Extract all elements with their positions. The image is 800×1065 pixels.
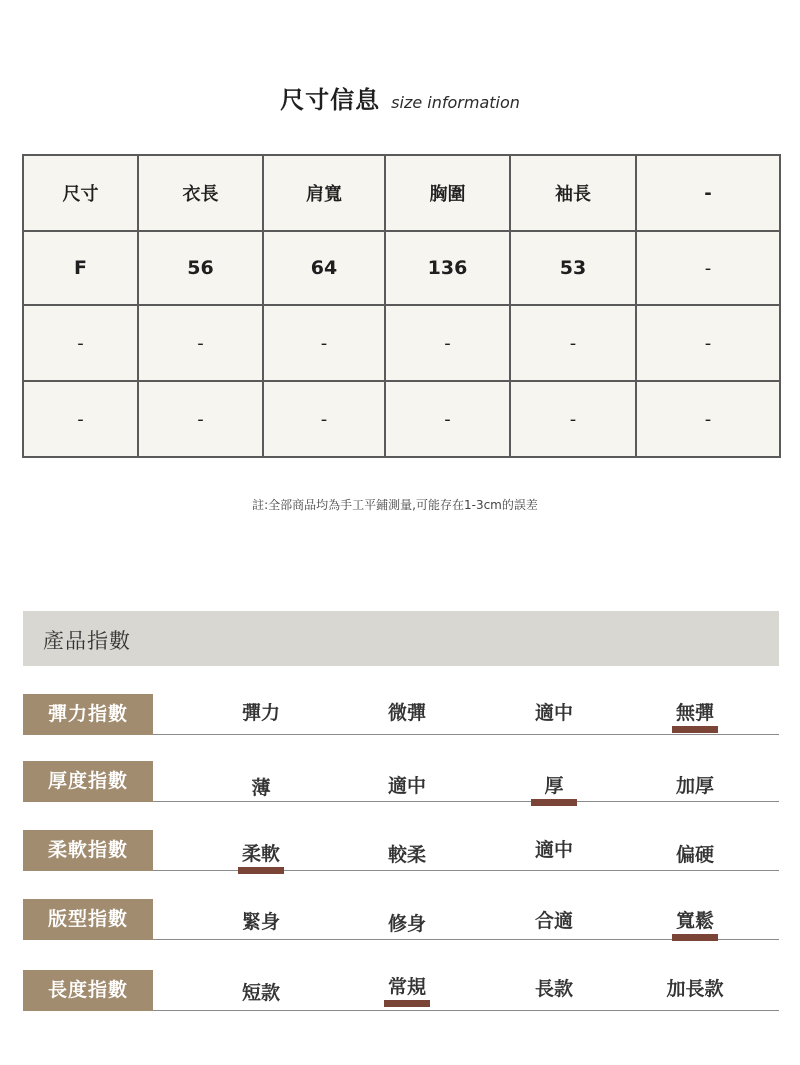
header-cell-size: 尺寸 xyxy=(23,155,138,231)
table-cell: - xyxy=(263,381,385,457)
header-cell-shoulder: 肩寬 xyxy=(263,155,385,231)
index-option xyxy=(504,974,604,1001)
index-row-fit xyxy=(23,899,779,940)
index-option-text: 無彈 xyxy=(675,702,714,724)
table-cell: - xyxy=(385,305,510,381)
index-row-elasticity xyxy=(23,694,779,735)
table-cell: - xyxy=(138,381,263,457)
table-row xyxy=(23,305,780,381)
index-option xyxy=(211,978,311,1005)
index-option-text: 合適 xyxy=(534,910,573,932)
index-option-text: 適中 xyxy=(387,775,426,797)
table-cell: - xyxy=(636,305,780,381)
table-cell: 56 xyxy=(138,231,263,305)
index-option-text: 薄 xyxy=(251,777,271,799)
index-row-length xyxy=(23,970,779,1011)
table-cell: - xyxy=(636,231,780,305)
index-option xyxy=(645,771,745,798)
table-row xyxy=(23,231,780,305)
size-table xyxy=(22,154,781,458)
index-option-text: 厚 xyxy=(544,775,564,797)
table-cell: 53 xyxy=(510,231,636,305)
table-row xyxy=(23,381,780,457)
index-option xyxy=(504,698,604,725)
index-option-text: 修身 xyxy=(387,913,426,935)
index-option-text: 偏硬 xyxy=(675,844,714,866)
index-option-text: 適中 xyxy=(534,702,573,724)
table-cell: - xyxy=(138,305,263,381)
index-option-text: 柔軟 xyxy=(241,843,280,865)
index-option-text: 長款 xyxy=(534,978,573,1000)
table-cell: 136 xyxy=(385,231,510,305)
index-option xyxy=(504,906,604,933)
index-option-text: 適中 xyxy=(534,839,573,861)
product-index-header xyxy=(23,611,779,666)
index-option-text: 常規 xyxy=(387,976,426,998)
index-option xyxy=(357,840,457,867)
index-row-label: 彈力指數 xyxy=(23,694,153,735)
index-row-softness xyxy=(23,830,779,871)
index-option-text: 緊身 xyxy=(241,911,280,933)
index-row-label: 長度指數 xyxy=(23,970,153,1011)
index-row-label: 版型指數 xyxy=(23,899,153,940)
table-cell: - xyxy=(263,305,385,381)
size-table-header-row xyxy=(23,155,780,231)
index-option xyxy=(211,839,311,866)
index-option xyxy=(504,835,604,862)
index-option xyxy=(211,773,311,800)
index-option-text: 彈力 xyxy=(241,702,280,724)
selected-indicator xyxy=(672,726,718,733)
selected-indicator xyxy=(384,1000,430,1007)
header-cell-chest: 胸圍 xyxy=(385,155,510,231)
header-cell-empty: - xyxy=(636,155,780,231)
table-cell: F xyxy=(23,231,138,305)
index-option xyxy=(211,698,311,725)
index-option xyxy=(645,906,745,933)
table-cell: - xyxy=(510,305,636,381)
selected-indicator xyxy=(672,934,718,941)
table-cell: - xyxy=(510,381,636,457)
selected-indicator xyxy=(238,867,284,874)
index-option-text: 寬鬆 xyxy=(675,910,714,932)
index-option-text: 加厚 xyxy=(675,775,714,797)
index-option-text: 加長款 xyxy=(666,978,724,1000)
index-option xyxy=(645,974,745,1001)
index-option xyxy=(211,907,311,934)
table-cell: 64 xyxy=(263,231,385,305)
selected-indicator xyxy=(531,799,577,806)
index-option xyxy=(357,972,457,999)
index-option xyxy=(357,698,457,725)
size-info-title xyxy=(0,80,800,115)
index-row-label: 柔軟指數 xyxy=(23,830,153,871)
header-cell-sleeve: 袖長 xyxy=(510,155,636,231)
index-option-text: 較柔 xyxy=(387,844,426,866)
index-option xyxy=(504,771,604,798)
index-option xyxy=(357,909,457,936)
header-cell-length: 衣長 xyxy=(138,155,263,231)
index-option-text: 微彈 xyxy=(387,702,426,724)
title-english: size information xyxy=(391,93,520,112)
index-row-thickness xyxy=(23,761,779,802)
table-cell: - xyxy=(23,381,138,457)
index-option xyxy=(645,698,745,725)
index-row-label: 厚度指數 xyxy=(23,761,153,802)
table-cell: - xyxy=(23,305,138,381)
measurement-note: 註:全部商品均為手工平鋪測量,可能存在1-3cm的誤差 xyxy=(252,498,538,512)
index-option-text: 短款 xyxy=(241,982,280,1004)
table-cell: - xyxy=(385,381,510,457)
product-index-title: 產品指數 xyxy=(43,629,131,653)
title-chinese: 尺寸信息 xyxy=(280,86,381,114)
index-option xyxy=(645,840,745,867)
index-option xyxy=(357,771,457,798)
table-cell: - xyxy=(636,381,780,457)
